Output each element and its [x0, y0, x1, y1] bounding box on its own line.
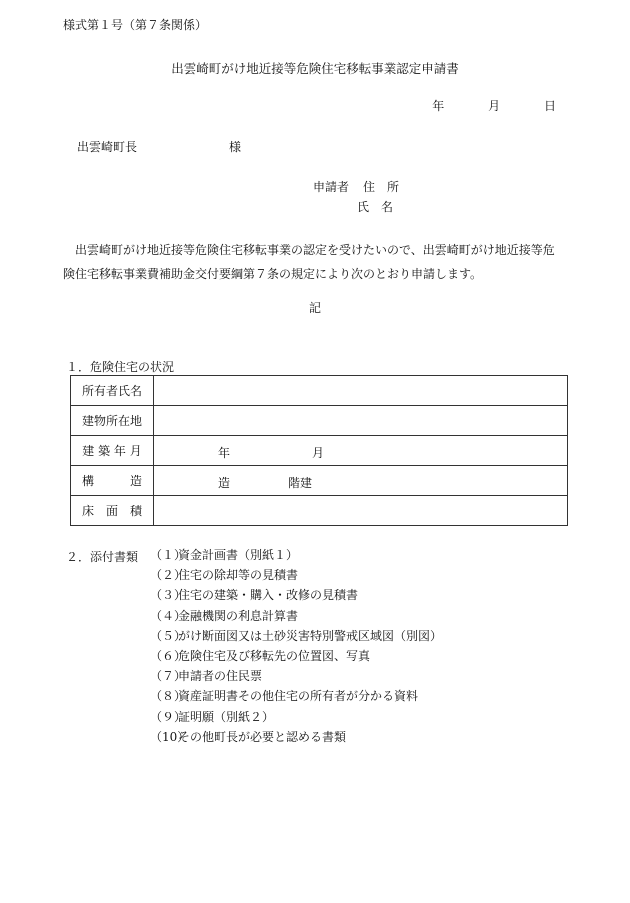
section1-heading: １．危険住宅の状況	[66, 360, 175, 374]
table-row	[71, 406, 568, 436]
owner-name-field[interactable]	[154, 376, 568, 406]
attachment-number: （２）	[150, 568, 187, 583]
addressee-line	[77, 138, 241, 155]
list-item	[150, 689, 442, 709]
attachment-text: 資金計画書（別紙１）	[178, 548, 299, 562]
attachment-text: 住宅の建築・購入・改修の見積書	[178, 588, 359, 603]
form-number: 様式第１号（第７条関係）	[63, 18, 208, 32]
section2-heading: ２．添付書類	[66, 550, 139, 564]
attachment-number: （３）	[150, 588, 187, 603]
attachment-number: （４）	[150, 608, 187, 623]
date-day-label: 日	[543, 99, 556, 113]
construction-year-unit: 年	[218, 446, 231, 460]
date-line	[432, 97, 556, 114]
attachment-number: （１）	[150, 548, 187, 562]
applicant-name-label: 氏 名	[357, 200, 394, 214]
floor-area-field[interactable]	[154, 496, 568, 526]
table-row	[71, 436, 568, 466]
applicant-address-line	[313, 178, 399, 195]
applicant-address-label: 住 所	[363, 180, 400, 194]
attachment-text: 危険住宅及び移転先の位置図、写真	[178, 648, 371, 663]
list-item	[150, 669, 442, 689]
list-item	[150, 609, 442, 629]
attachment-text: 金融機関の利息計算書	[178, 608, 299, 623]
attachment-text: その他町長が必要と認める書類	[178, 729, 347, 744]
document-title: 出雲崎町がけ地近接等危険住宅移転事業認定申請書	[171, 61, 459, 76]
date-year-label: 年	[432, 99, 445, 113]
table-row	[71, 376, 568, 406]
attachment-text: 申請者の住民票	[178, 669, 263, 684]
application-body-text: 出雲崎町がけ地近接等危険住宅移転事業の認定を受けたいので、出雲崎町がけ地近接等危険住宅移転事業費補助金交付要綱第７条の規定により次のとおり申請します。	[63, 243, 555, 281]
list-item	[150, 548, 442, 568]
structure-field[interactable]	[154, 466, 568, 496]
table-row	[71, 466, 568, 496]
building-location-label: 建物所在地	[71, 406, 154, 436]
table-row	[71, 496, 568, 526]
list-item	[150, 730, 442, 750]
structure-label: 構 造	[71, 466, 154, 496]
attachment-list	[150, 548, 442, 750]
building-location-field[interactable]	[154, 406, 568, 436]
attachment-number: （９）	[150, 709, 187, 724]
applicant-label: 申請者	[313, 180, 350, 194]
attachment-text: 住宅の除却等の見積書	[178, 568, 299, 583]
attachment-number: （５）	[150, 628, 187, 643]
attachment-text: 資産証明書その他住宅の所有者が分かる資料	[178, 689, 419, 704]
attachment-text: 証明願（別紙２）	[178, 709, 275, 724]
list-item	[150, 568, 442, 588]
owner-name-label: 所有者氏名	[71, 376, 154, 406]
construction-month-unit: 月	[312, 446, 325, 460]
construction-date-label: 建 築 年 月	[71, 436, 154, 466]
ki-heading: 記	[308, 301, 321, 315]
addressee-honorific: 様	[229, 140, 242, 154]
date-month-label: 月	[488, 99, 501, 113]
house-status-table	[70, 375, 568, 526]
attachment-text: がけ断面図又は土砂災害特別警戒区域図（別図）	[178, 628, 443, 643]
list-item	[150, 710, 442, 730]
construction-date-field[interactable]	[154, 436, 568, 466]
list-item	[150, 649, 442, 669]
attachment-number: （６）	[150, 648, 187, 663]
list-item	[150, 588, 442, 608]
list-item	[150, 629, 442, 649]
floor-area-label: 床 面 積	[71, 496, 154, 526]
attachment-number: （７）	[150, 669, 187, 684]
attachment-number: （８）	[150, 689, 187, 704]
structure-type-unit: 造	[218, 476, 231, 490]
addressee-name: 出雲崎町長	[77, 140, 138, 154]
structure-floors-unit: 階建	[288, 476, 313, 490]
attachment-number: （10）	[150, 729, 190, 744]
